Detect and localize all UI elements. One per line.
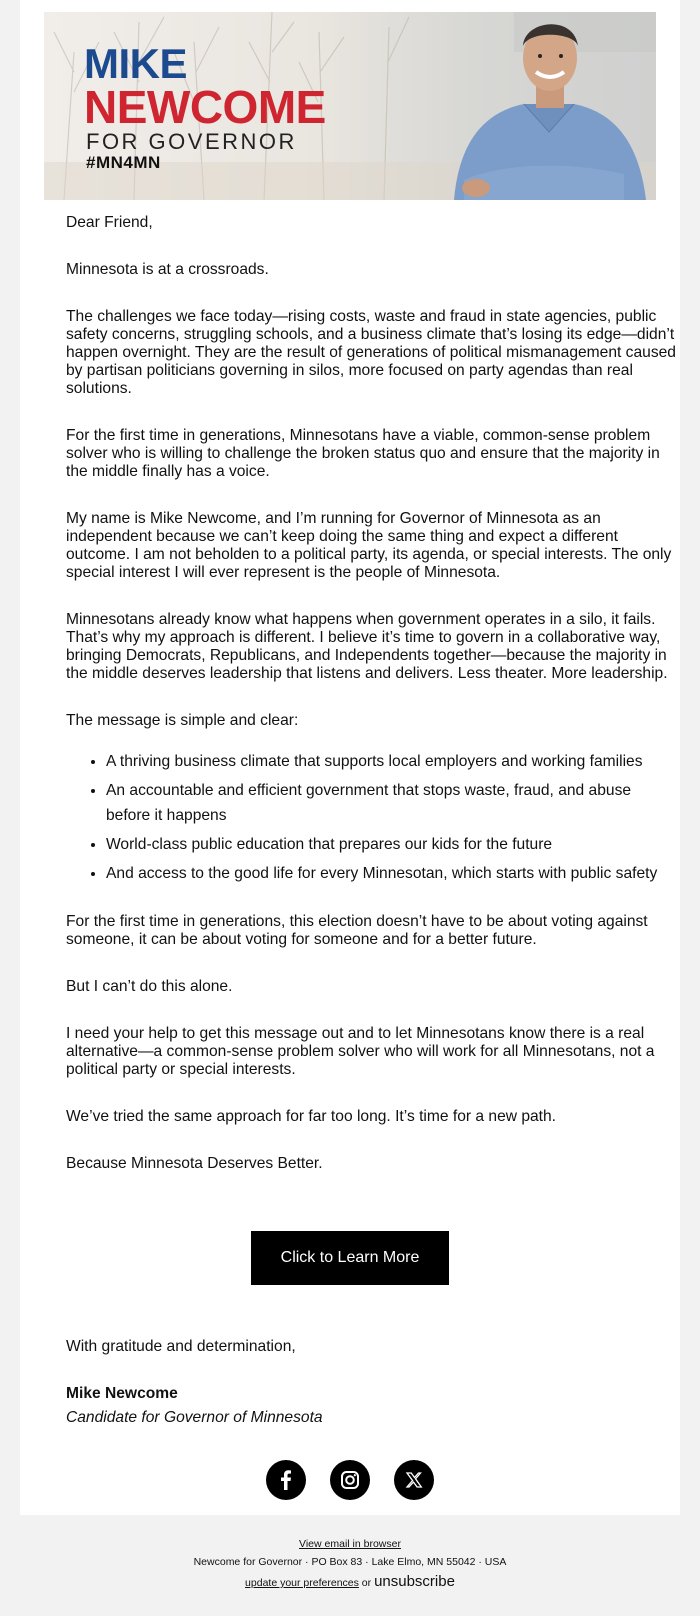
cta-container <box>0 1231 700 1285</box>
hero-last-name: NEWCOME <box>84 81 326 133</box>
paragraph: My name is Mike Newcome, and I’m running for Governor of Minnesota as an independent because we can’t keep doing the same thing and expect a different outcome. I am not beholden to a political party, its agenda, or special interests. The only special interest I will ever represent is the people of Minnesota. <box>66 510 672 581</box>
email-card <box>20 0 680 1515</box>
paragraph: I need your help to get this message out and to let Minnesotans know there is a real alternative—a common-sense problem solver who will work for all Minnesotans, not a political party or special interests. <box>66 1025 655 1078</box>
or-text: or <box>361 1577 372 1589</box>
paragraph: For the first time in generations, Minnesotans have a viable, common-sense problem solver who is willing to challenge the broken status quo and ensure that the majority in the middle finally has a voice. <box>66 427 660 480</box>
signature-title: Candidate for Governor of Minnesota <box>66 1409 323 1426</box>
instagram-icon[interactable] <box>330 1460 370 1500</box>
greeting: Dear Friend, <box>66 214 153 231</box>
paragraph: The challenges we face today—rising costs, waste and fraud in state agencies, public safety concerns, struggling schools, and a business climate that’s losing its edge—didn’t happen overnight. They are the result of generations of political mismanagement caused by partisan politicians governing in silos, more focused on party agendas than real solutions. <box>66 308 676 397</box>
facebook-icon[interactable] <box>266 1460 306 1500</box>
paragraph: But I can’t do this alone. <box>66 978 233 995</box>
x-icon[interactable] <box>394 1460 434 1500</box>
paragraph: The message is simple and clear: <box>66 712 299 729</box>
preferences-line <box>245 1573 455 1590</box>
paragraph: Because Minnesota Deserves Better. <box>66 1155 323 1172</box>
mailing-address: Newcome for Governor · PO Box 83 · Lake Elmo, MN 55042 · USA <box>193 1556 507 1568</box>
paragraph: Minnesotans already know what happens when government operates in a silo, it fails. That’s why my approach is different. I believe it’s time to govern in a collaborative way, bringing Democrats, Republicans, and Independents together—because the majority in the middle deserves leadership that listens and delivers. Less theater. More leadership. <box>66 611 668 682</box>
list-item: • World-class public education that prepares our kids for the future <box>106 832 676 857</box>
hero-first-name: MIKE <box>84 40 187 87</box>
email-footer <box>0 1538 700 1590</box>
hero-hashtag: #MN4MN <box>86 153 161 172</box>
paragraph: For the first time in generations, this election doesn’t have to be about voting against someone, it can be about voting for someone and for a better future. <box>66 913 648 948</box>
closing-line: With gratitude and determination, <box>66 1338 296 1355</box>
hero-banner <box>44 12 656 200</box>
unsubscribe-link[interactable]: unsubscribe <box>374 1573 455 1590</box>
list-item: • An accountable and efficient government that stops waste, fraud, and abuse before it happens <box>106 778 676 828</box>
list-item: • A thriving business climate that supports local employers and working families <box>106 749 676 774</box>
view-in-browser-link[interactable]: View email in browser <box>299 1538 401 1550</box>
social-links <box>0 1460 700 1500</box>
paragraph: Minnesota is at a crossroads. <box>66 261 269 278</box>
hero-tagline: FOR GOVERNOR <box>86 129 297 154</box>
candidate-portrait <box>424 12 656 200</box>
letter-body <box>66 214 676 1202</box>
signature-name: Mike Newcome <box>66 1385 178 1402</box>
paragraph: We’ve tried the same approach for far too long. It’s time for a new path. <box>66 1108 557 1125</box>
learn-more-button[interactable]: Click to Learn More <box>251 1231 449 1285</box>
priorities-list <box>66 749 676 886</box>
list-item: • And access to the good life for every Minnesotan, which starts with public safety <box>106 861 676 886</box>
update-preferences-link[interactable]: update your preferences <box>245 1577 359 1589</box>
